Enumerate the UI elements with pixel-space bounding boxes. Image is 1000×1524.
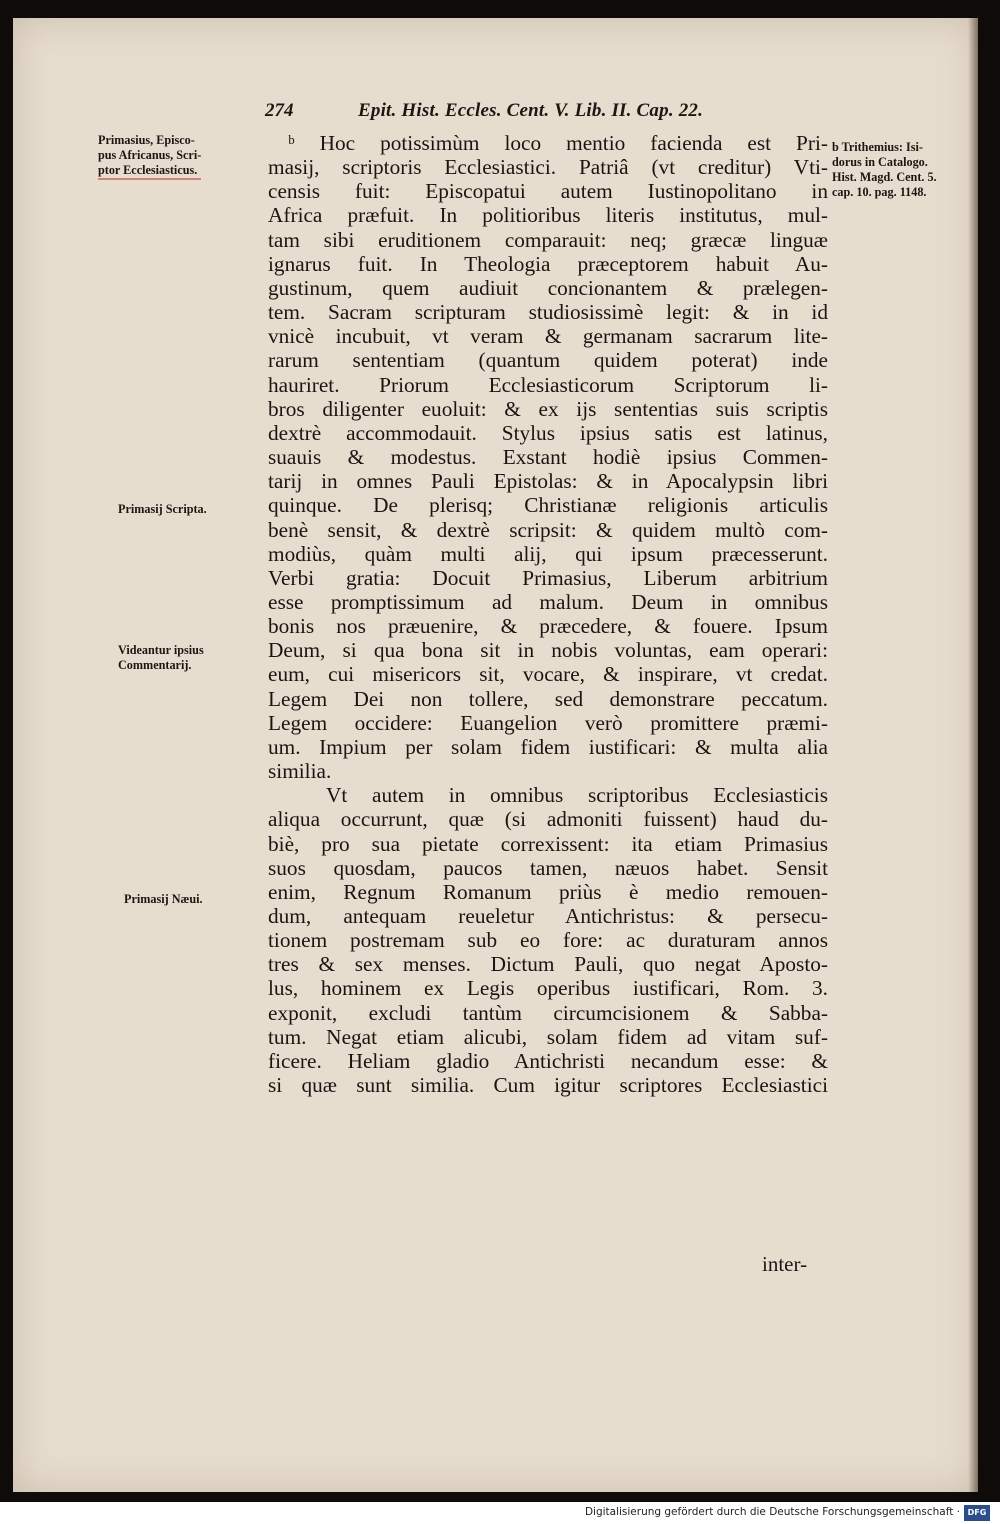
body-line: masij, scriptoris Ecclesiastici. Patriâ (vt creditur) Vti- — [268, 155, 828, 180]
body-line: Verbi gratia: Docuit Primasius, Liberum arbitrium — [268, 565, 828, 590]
running-title: Epit. Hist. Eccles. Cent. V. Lib. II. Cap. 22. — [358, 100, 704, 121]
body-line: gustinum, quem audiuit concionantem & prælegen- — [268, 275, 828, 300]
body-line: similia. — [268, 759, 332, 784]
body-line: enim, Regnum Romanum priùs è medio remouen- — [268, 879, 828, 904]
body-line: eum, cui misericors sit, vocare, & inspirare, vt credat. — [268, 662, 828, 687]
body-line: biè, pro sua pietate correxissent: ita etiam Primasius — [268, 831, 828, 856]
margin-note-writings — [118, 502, 207, 517]
margin-note-line: ptor Ecclesiasticus. — [98, 163, 201, 180]
body-line: vnicè incubuit, vt veram & germanam sacrarum lite- — [268, 324, 828, 349]
margin-note-line: Primasius, Episco- — [98, 133, 195, 147]
margin-note-line: dorus in Catalogo. — [832, 155, 928, 169]
body-line: bonis nos præuenire, & præcedere, & fouere. Ipsum — [268, 614, 828, 639]
body-line: hauriret. Priorum Ecclesiasticorum Scriptorum li- — [268, 372, 828, 397]
margin-note-author — [98, 133, 201, 180]
catchword: inter- — [762, 1252, 808, 1276]
body-line: um. Impium per solam fidem iustificari: & multa alia — [268, 734, 828, 759]
body-line: bros diligenter euoluit: & ex ijs sententias suis scriptis — [268, 396, 828, 421]
body-line: tem. Sacram scripturam studiosissimè legit: & in id — [268, 300, 828, 325]
body-line: Africa præfuit. In politioribus literis institutus, mul- — [268, 203, 828, 228]
body-line: quinque. De plerisq; Christianæ religionis articulis — [268, 493, 828, 518]
body-line: benè sensit, & dextrè scripsit: & quidem multò com- — [268, 517, 828, 542]
dfg-logo: DFG — [964, 1505, 990, 1521]
body-line: modiùs, quàm multi alij, qui ipsum præcesserunt. — [268, 541, 828, 566]
body-line: tionem postremam sub eo fore: ac duraturam annos — [268, 928, 828, 953]
margin-note-sources — [832, 140, 937, 200]
body-line: tarij in omnes Pauli Epistolas: & in Apocalypsin libri — [268, 469, 828, 494]
body-line: dextrè accommodauit. Stylus ipsius satis est latinus, — [268, 420, 828, 445]
body-line: ficere. Heliam gladio Antichristi necandum esse: & — [268, 1048, 828, 1073]
margin-note-line: Commentarij. — [118, 658, 192, 672]
margin-note-line: Primasij Næui. — [124, 892, 203, 906]
margin-note-line: Primasij Scripta. — [118, 502, 207, 516]
body-line: Deum, si qua bona sit in nobis voluntas, eam operari: — [268, 638, 828, 663]
body-line: esse promptissimum ad malum. Deum in omnibus — [268, 589, 828, 614]
body-line: aliqua occurrunt, quæ (si admoniti fuissent) haud du- — [268, 807, 828, 832]
body-line: lus, hominem ex Legis operibus iustificari, Rom. 3. — [268, 976, 828, 1001]
body-line: Legem occidere: Euangelion verò promittere præmi- — [268, 710, 828, 735]
body-line: suos quosdam, paucos tamen, næuos habet. Sensit — [268, 855, 828, 880]
margin-note-commentaries — [118, 643, 204, 673]
margin-note-flaws — [124, 892, 203, 907]
margin-note-line: pus Africanus, Scri- — [98, 148, 202, 162]
margin-note-line: b Trithemius: Isi- — [832, 140, 923, 154]
body-line: suauis & modestus. Exstant hodiè ipsius Commen- — [268, 445, 828, 470]
body-line: Legem Dei non tollere, sed demonstrare peccatum. — [268, 686, 828, 711]
margin-note-line: Hist. Magd. Cent. 5. — [832, 170, 937, 184]
margin-note-line: cap. 10. pag. 1148. — [832, 185, 927, 199]
digitization-footer — [0, 1502, 1000, 1524]
body-line: dum, antequam reueletur Antichristus: & persecu- — [268, 904, 828, 928]
page-number: 274 — [265, 100, 294, 121]
body-line: ᵇ Hoc potissimùm loco mentio facienda est Pri- — [288, 131, 828, 155]
body-line: censis fuit: Episcopatui autem Iustinopolitano in — [268, 179, 828, 204]
body-line: tum. Negat etiam alicubi, solam fidem ad vitam suf- — [268, 1024, 828, 1049]
body-line: tres & sex menses. Dictum Pauli, quo negat Aposto- — [268, 952, 828, 977]
body-line: Vt autem in omnibus scriptoribus Ecclesiasticis — [326, 783, 828, 808]
body-line: rarum sententiam (quantum quidem poterat) inde — [268, 348, 828, 373]
body-line: exponit, excludi tantùm circumcisionem & Sabba- — [268, 1000, 828, 1025]
margin-note-line: Videantur ipsius — [118, 643, 204, 657]
body-line: si quæ sunt similia. Cum igitur scriptores Ecclesiastici — [268, 1073, 828, 1098]
body-text — [268, 131, 828, 1097]
body-line: ignarus fuit. In Theologia præceptorem habuit Au- — [268, 251, 828, 276]
body-line: tam sibi eruditionem comparauit: neq; græcæ linguæ — [268, 227, 828, 252]
footer-credit: Digitalisierung gefördert durch die Deutsche Forschungsgemeinschaft · — [584, 1506, 960, 1518]
